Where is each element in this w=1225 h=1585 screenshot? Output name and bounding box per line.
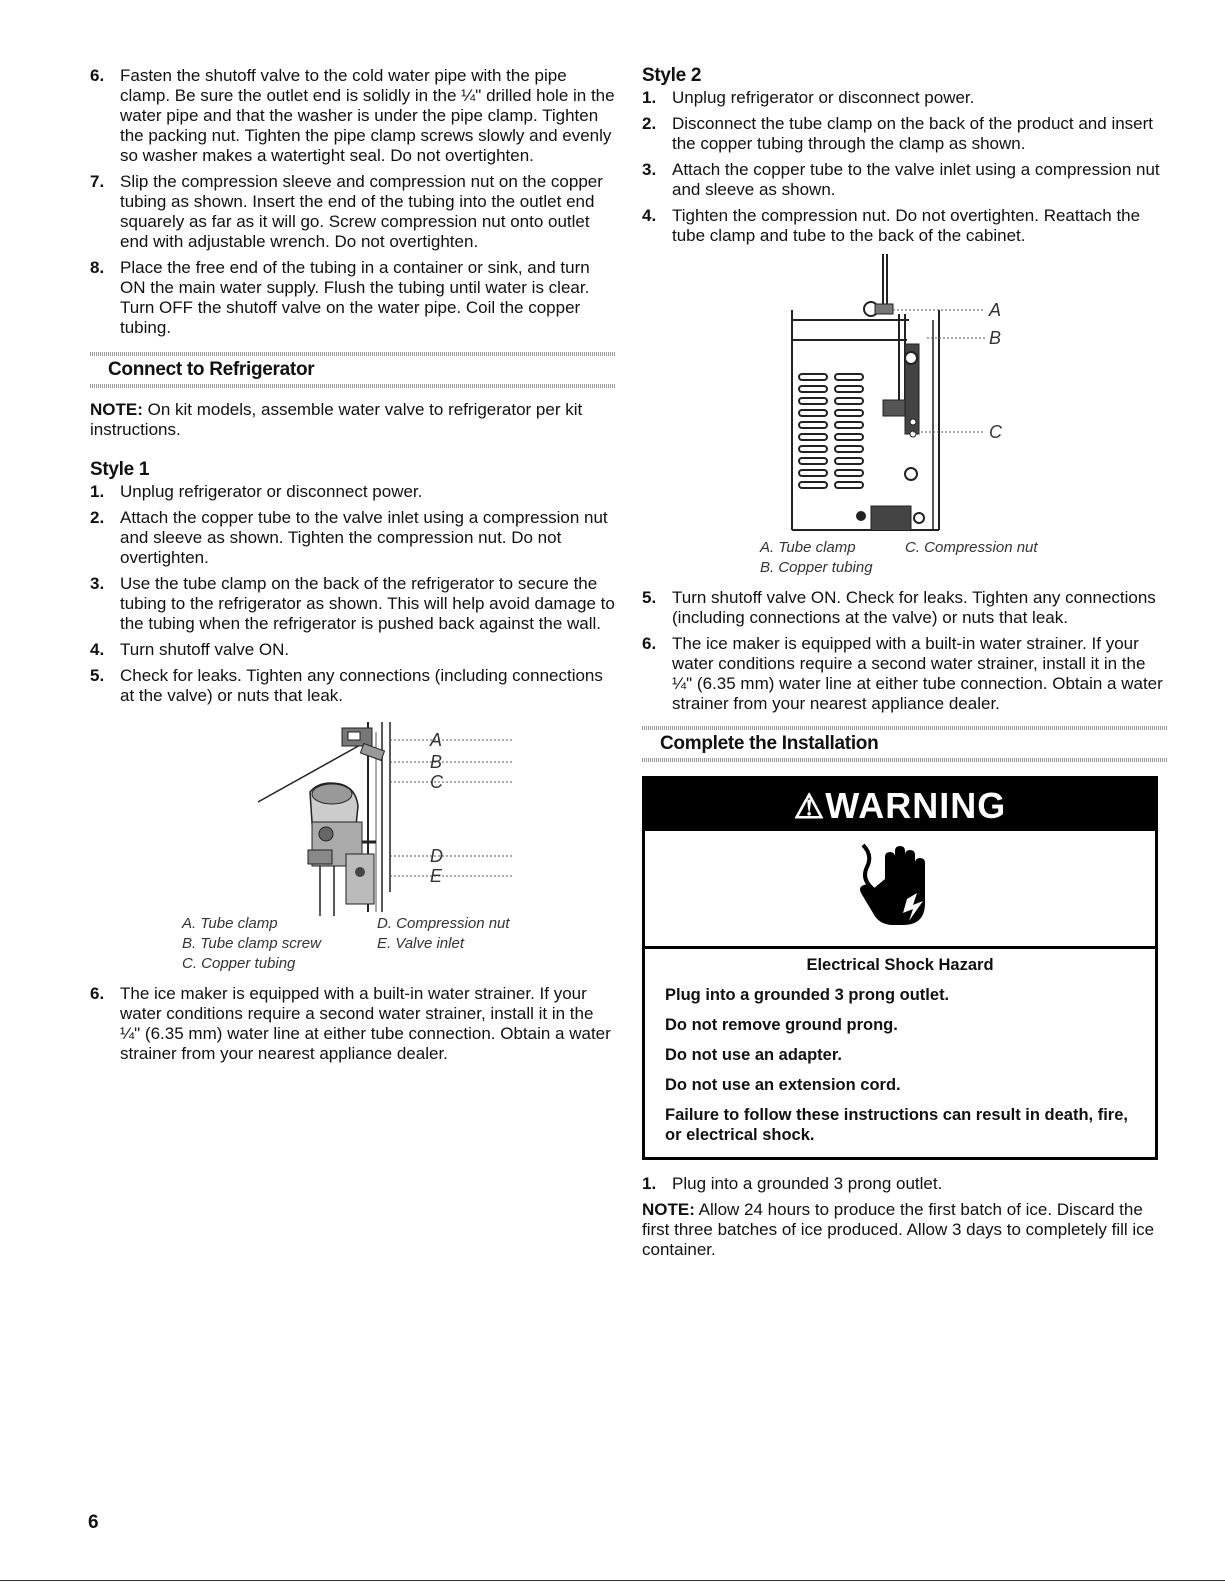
page-number: 6 (88, 1512, 99, 1533)
list-item: 1. Plug into a grounded 3 prong outlet. (642, 1174, 943, 1193)
style2-steps (642, 88, 1167, 246)
list-item: 3. Use the tube clamp on the back of the refrigerator to secure the tubing to the refrigerator as shown. This will help avoid damage to the tubing when the refrigerator is pushed back against the wall. (90, 574, 615, 633)
style2-captions (760, 538, 1167, 578)
hazard-title: Electrical Shock Hazard (806, 956, 994, 974)
callout-b: B (430, 752, 443, 772)
divider (0, 1580, 1225, 1581)
warning-title: WARNING (825, 785, 1007, 826)
list-item: 8. Place the free end of the tubing in a container or sink, and turn ON the main water supply. Flush the tubing until water is clear. Turn OFF the shutoff valve on the water pipe. Coil the copper tubing. (90, 258, 590, 337)
warning-line: Failure to follow these instructions can result in death, fire, or electrical shock. (665, 1106, 1128, 1144)
warning-icon-area (645, 831, 1155, 949)
callout-d: D (430, 846, 443, 866)
list-item: 2. Disconnect the tube clamp on the back of the product and insert the copper tubing through the clamp as shown. (642, 114, 1154, 153)
list-item: 6. The ice maker is equipped with a built-in water strainer. If your water conditions require a second water strainer, install it in the ¼" (6.35 mm) water line at either tube connection. Obtain a water strainer from your nearest appliance dealer. (90, 984, 611, 1063)
list-item: 4. Tighten the compression nut. Do not overtighten. Reattach the tube clamp and tube to the back of the cabinet. (642, 206, 1141, 245)
list-item: 1. Unplug refrigerator or disconnect power. (642, 88, 975, 107)
section-title: Connect to Refrigerator (108, 359, 315, 380)
caption-column (182, 914, 377, 974)
left-column (90, 66, 615, 1070)
caption: C. Compression nut (905, 539, 1038, 556)
callout-a: A (989, 300, 1002, 320)
right-column (642, 66, 1167, 1260)
style1-valve-figure (90, 722, 615, 922)
section-heading-complete (642, 726, 1167, 762)
warning-line: Do not use an adapter. (665, 1046, 842, 1064)
list-item: 7. Slip the compression sleeve and compression nut on the copper tubing as shown. Insert the end of the tubing into the outlet end squarely as far as it will go. Screw compression nut onto outlet end with adjustable wrench. Do not overtighten. (90, 172, 603, 251)
style2-cabinet-figure (642, 254, 1167, 544)
divider (642, 726, 1167, 730)
section-heading-connect (90, 352, 615, 388)
style1-heading: Style 1 (90, 459, 150, 480)
caption: B. Tube clamp screw (182, 935, 321, 952)
list-item: 5. Turn shutoff valve ON. Check for leaks. Tighten any connections (including connections at the valve) or nuts that leak. (642, 588, 1156, 627)
caption: E. Valve inlet (377, 935, 464, 952)
note: NOTE: On kit models, assemble water valve to refrigerator per kit instructions. (90, 400, 583, 439)
caption: D. Compression nut (377, 915, 510, 932)
caption: A. Tube clamp (182, 915, 278, 932)
caption-column (905, 538, 1038, 578)
callout-c: C (989, 422, 1002, 442)
list-item: 2. Attach the copper tube to the valve inlet using a compression nut and sleeve as shown. Tighten the compression nut. Do not overtighten. (90, 508, 608, 567)
electrical-shock-hand-icon (855, 839, 945, 939)
warning-title-bar (645, 779, 1155, 831)
section-title: Complete the Installation (660, 733, 879, 754)
warning-box (642, 776, 1158, 1160)
caption-column (377, 914, 510, 974)
style2-heading: Style 2 (642, 65, 702, 86)
style1-steps (90, 482, 615, 706)
divider (90, 384, 615, 388)
alert-triangle-icon: ⚠ (793, 788, 826, 826)
callout-a: A (430, 730, 443, 750)
callout-c: C (430, 772, 443, 792)
callout-e: E (430, 866, 443, 886)
divider (642, 758, 1167, 762)
list-item: 4. Turn shutoff valve ON. (90, 640, 290, 659)
list-item: 6. The ice maker is equipped with a built-in water strainer. If your water conditions require a second water strainer, install it in the ¼" (6.35 mm) water line at either tube connection. Obtain a water strainer from your nearest appliance dealer. (642, 634, 1163, 713)
divider (90, 352, 615, 356)
list-item: 1. Unplug refrigerator or disconnect power. (90, 482, 423, 501)
warning-line: Plug into a grounded 3 prong outlet. (665, 986, 950, 1004)
note: NOTE: Allow 24 hours to produce the first batch of ice. Discard the first three batches of ice produced. Allow 3 days to completely fill ice container. (642, 1200, 1155, 1259)
list-item: 3. Attach the copper tube to the valve inlet using a compression nut and sleeve as shown. (642, 160, 1160, 199)
callout-b: B (989, 328, 1002, 348)
style1-captions (182, 914, 615, 974)
list-item: 6. Fasten the shutoff valve to the cold water pipe with the pipe clamp. Be sure the outlet end is solidly in the ¼" drilled hole in the water pipe and that the washer is under the pipe clamp. Tighten the packing nut. Tighten the pipe clamp screws slowly and evenly so washer makes a watertight seal. Do not overtighten. (90, 66, 615, 165)
caption: B. Copper tubing (760, 559, 873, 576)
caption-column (760, 538, 905, 578)
style2-after-steps (642, 588, 1167, 714)
warning-body (645, 949, 1155, 1157)
caption: A. Tube clamp (760, 539, 856, 556)
warning-line: Do not use an extension cord. (665, 1076, 901, 1094)
warning-line: Do not remove ground prong. (665, 1016, 898, 1034)
caption: C. Copper tubing (182, 955, 296, 972)
list-item: 5. Check for leaks. Tighten any connections (including connections at the valve) or nuts that leak. (90, 666, 603, 705)
cabinet-illustration (787, 254, 1007, 534)
step-list-top (90, 66, 615, 338)
